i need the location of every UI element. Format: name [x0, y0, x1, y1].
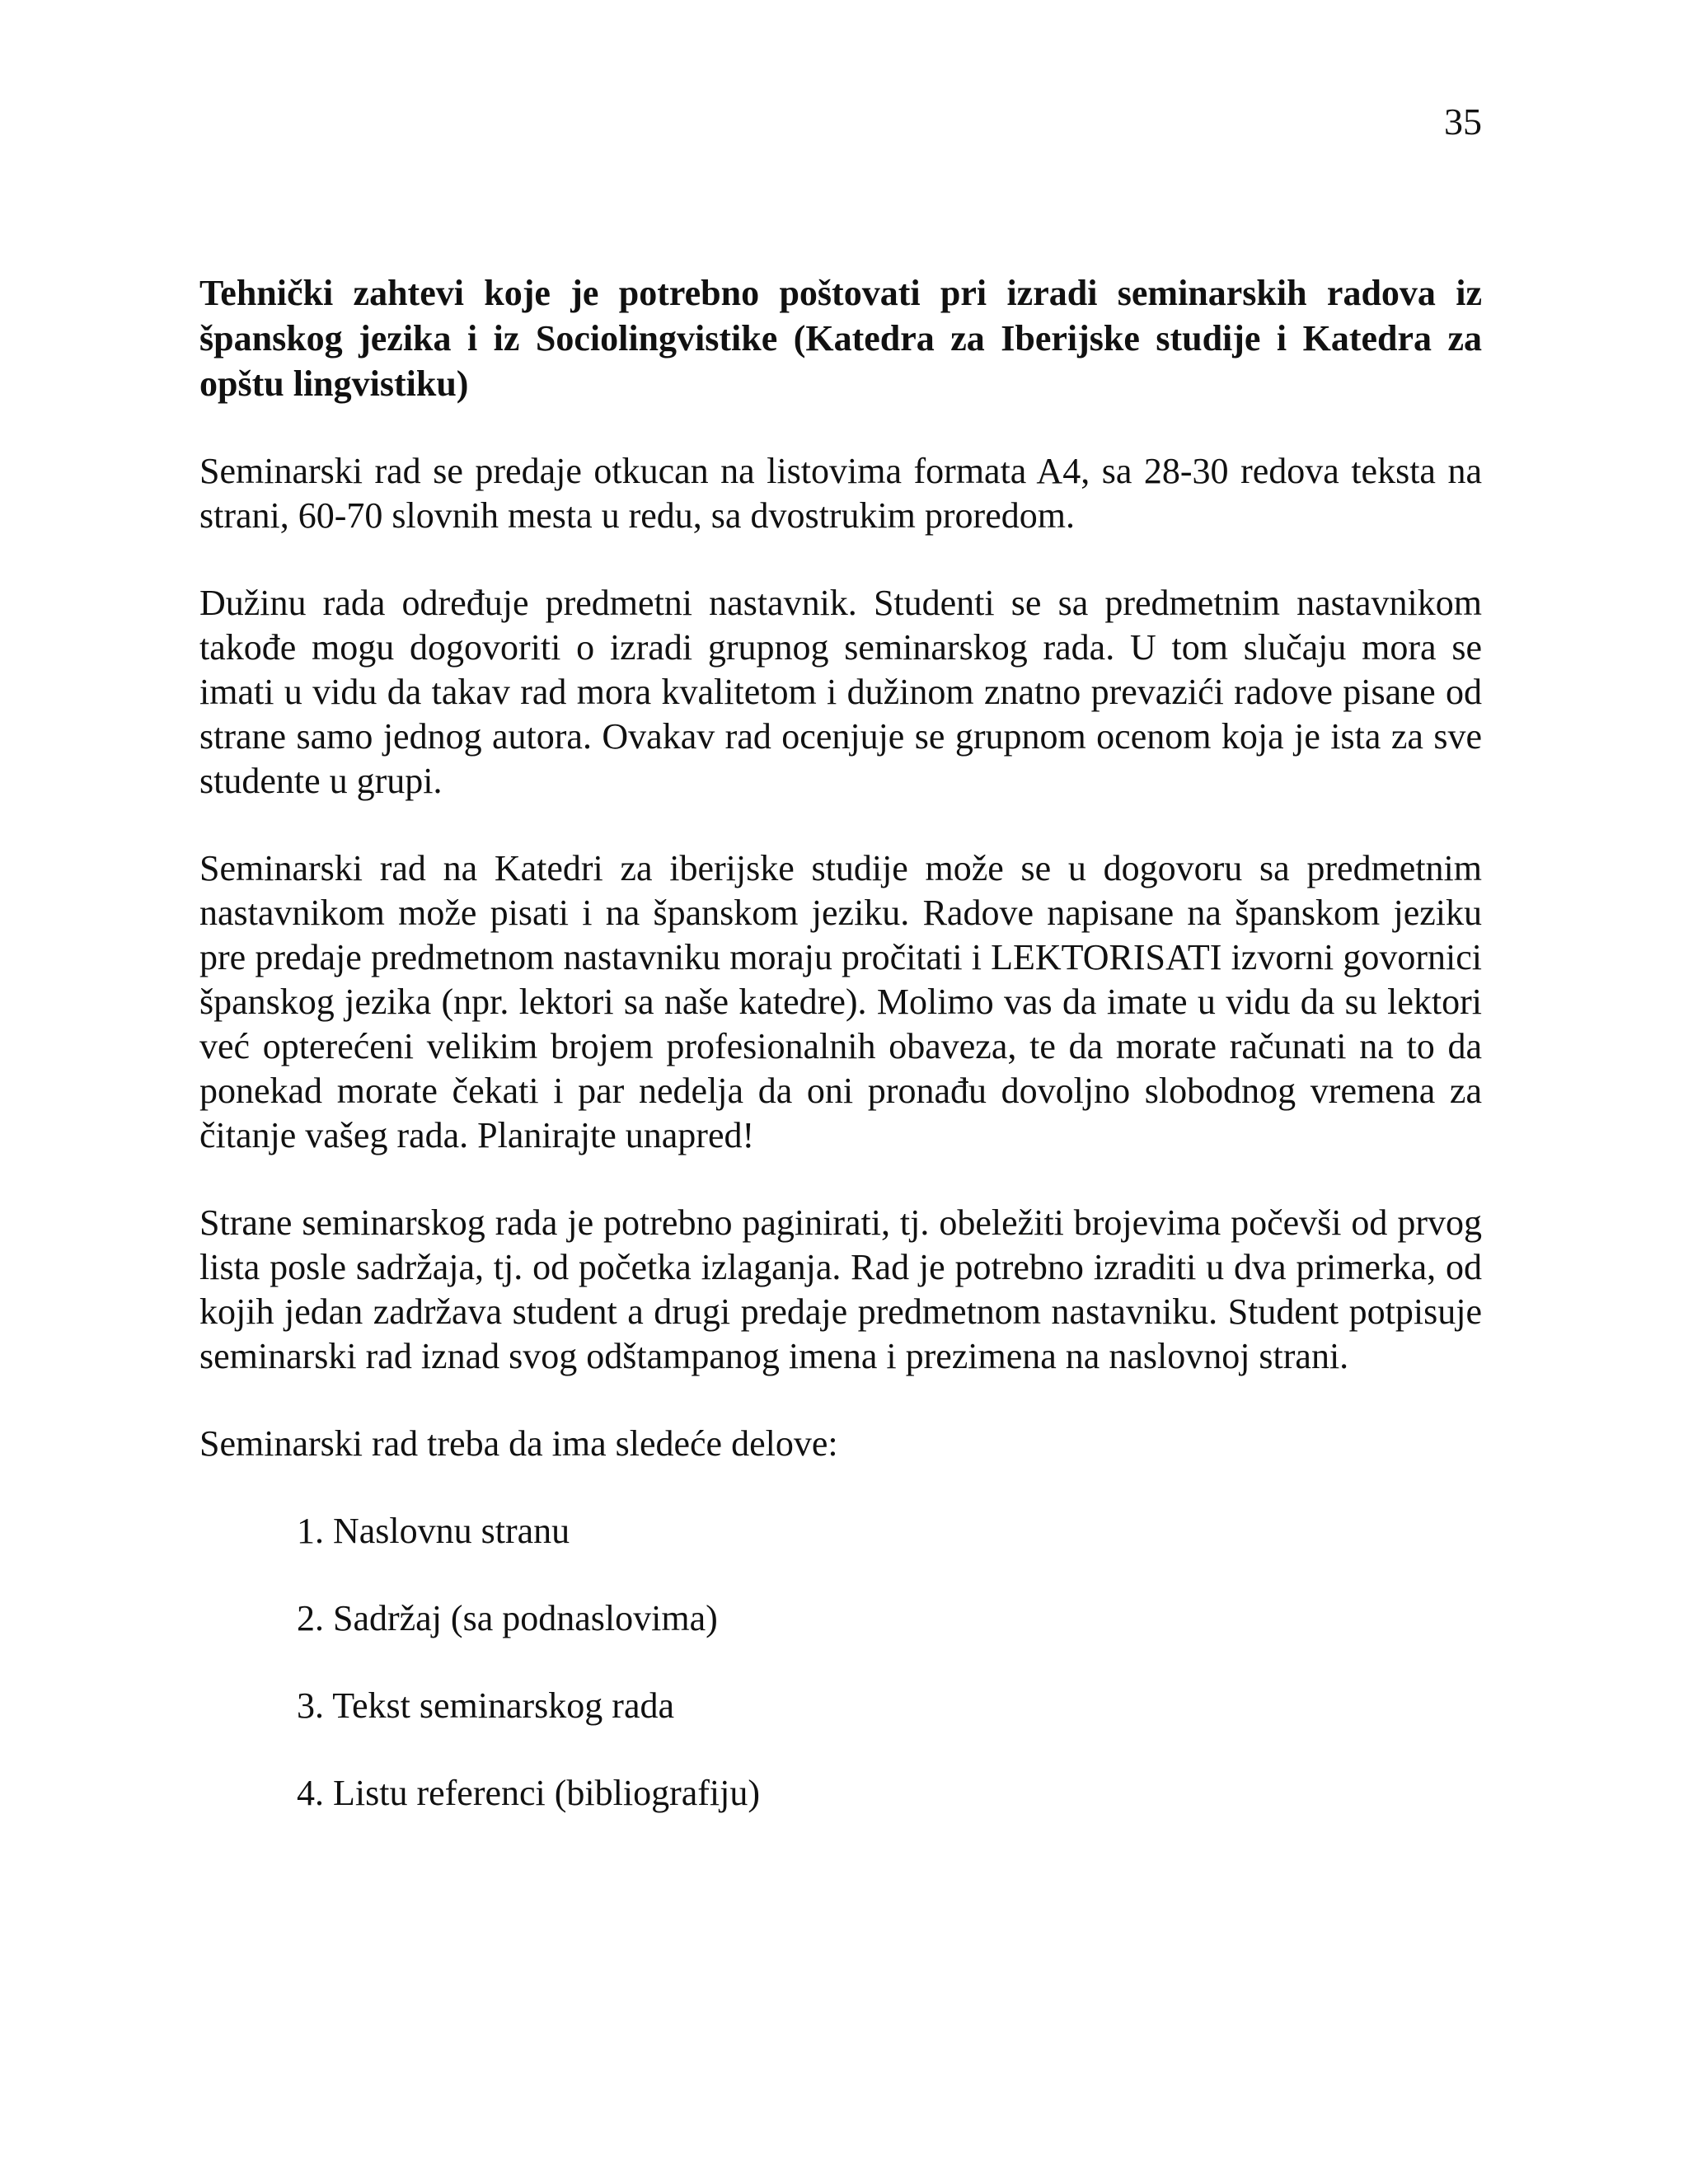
document-body: [199, 270, 1482, 1858]
required-parts-list: [199, 1509, 1482, 1816]
page-number: 35: [1444, 101, 1482, 143]
document-title: Tehnički zahtevi koje je potrebno poštovati pri izradi seminarskih radova iz španskog jezika i iz Sociolingvistike (Katedra za Iberijske studije i Katedra za opštu lingvistiku): [199, 273, 1482, 404]
list-item: 2. Sadržaj (sa podnaslovima): [297, 1598, 718, 1638]
paragraph-required-parts-intro: Seminarski rad treba da ima sledeće delove:: [199, 1423, 838, 1464]
paragraph-pagination-and-copies: Strane seminarskog rada je potrebno paginirati, tj. obeležiti brojevima počevši od prvog lista posle sadržaja, tj. od početka izlaganja. Rad je potrebno izraditi u dva primerka, od kojih jedan zadržava student a drugi predaje predmetnom nastavniku. Student potpisuje seminarski rad iznad svog odštampanog imena i prezimena na naslovnoj strani.: [199, 1202, 1482, 1376]
paragraph-format-requirements: Seminarski rad se predaje otkucan na listovima formata A4, sa 28-30 redova teksta na strani, 60-70 slovnih mesta u redu, sa dvostrukim proredom.: [199, 451, 1482, 536]
paragraph-length-and-group-work: Dužinu rada određuje predmetni nastavnik. Studenti se sa predmetnim nastavnikom takođe mogu dogovoriti o izradi grupnog seminarskog rada. U tom slučaju mora se imati u vidu da takav rad mora kvalitetom i dužinom znatno prevazići radove pisane od strane samo jednog autora. Ovakav rad ocenjuje se grupnom ocenom koja je ista za sve studente u grupi.: [199, 583, 1482, 801]
list-item: 4. Listu referenci (bibliografiju): [297, 1773, 761, 1813]
list-item: 3. Tekst seminarskog rada: [297, 1685, 675, 1726]
list-item: 1. Naslovnu stranu: [297, 1511, 570, 1551]
paragraph-spanish-language: Seminarski rad na Katedri za iberijske studije može se u dogovoru sa predmetnim nastavnikom može pisati i na španskom jeziku. Radove napisane na španskom jeziku pre predaje predmetnom nastavniku moraju pročitati i LEKTORISATI izvorni govornici španskog jezika (npr. lektori sa naše katedre). Molimo vas da imate u vidu da su lektori već opterećeni velikim brojem profesionalnih obaveza, te da morate računati na to da ponekad morate čekati i par nedelja da oni pronađu dovoljno slobodnog vremena za čitanje vašeg rada. Planirajte unapred!: [199, 848, 1482, 1155]
